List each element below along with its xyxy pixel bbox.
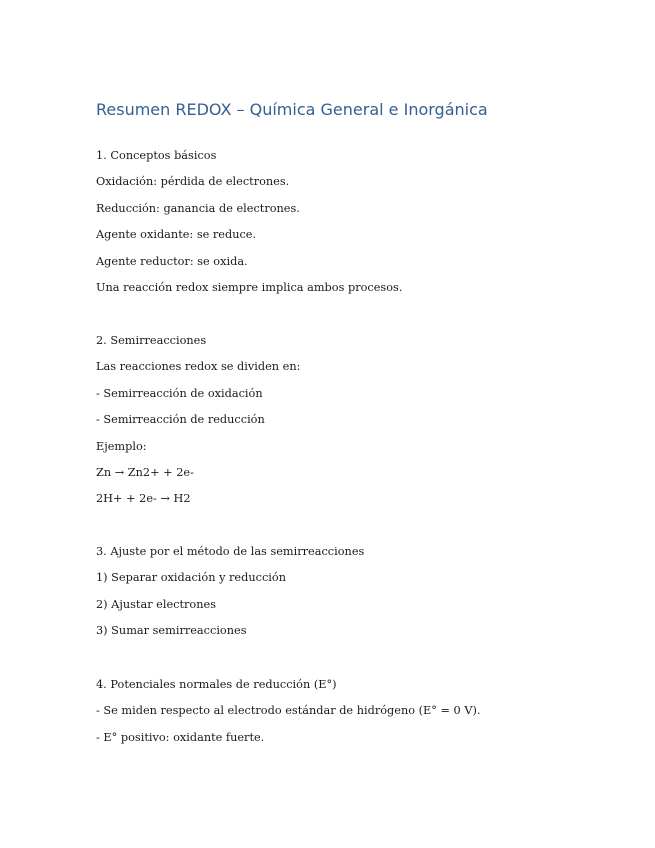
text-line: Una reacción redox siempre implica ambos procesos.	[96, 280, 403, 294]
text-line: 1) Separar oxidación y reducción	[96, 571, 286, 585]
text-line: - Semirreacción de reducción	[96, 413, 265, 427]
document-title: Resumen REDOX – Química General e Inorgánica	[96, 100, 488, 119]
section-potenciales-normales	[96, 672, 616, 751]
text-line: Reducción: ganancia de electrones.	[96, 201, 300, 215]
equation-line: 2H+ + 2e- → H2	[96, 492, 191, 506]
text-line: Agente reductor: se oxida.	[96, 254, 248, 268]
section-ajuste-semirreacciones	[96, 539, 616, 645]
section-heading: 2. Semirreacciones	[96, 334, 207, 347]
text-line: 2) Ajustar electrones	[96, 597, 216, 611]
section-heading: 4. Potenciales normales de reducción (E°)	[96, 678, 337, 691]
section-conceptos-basicos	[96, 143, 616, 301]
text-line: Oxidación: pérdida de electrones.	[96, 175, 290, 189]
text-line: Ejemplo:	[96, 439, 147, 453]
equation-line: Zn → Zn2+ + 2e-	[96, 465, 194, 479]
text-line: 3) Sumar semirreacciones	[96, 624, 247, 638]
section-heading: 1. Conceptos básicos	[96, 149, 217, 162]
section-heading: 3. Ajuste por el método de las semirreacciones	[96, 545, 365, 558]
section-semirreacciones	[96, 328, 616, 513]
text-line: - Semirreacción de oxidación	[96, 386, 263, 400]
text-line: Agente oxidante: se reduce.	[96, 228, 257, 242]
text-line: Las reacciones redox se dividen en:	[96, 360, 301, 374]
text-line: - E° positivo: oxidante fuerte.	[96, 730, 265, 744]
text-line: - Se miden respecto al electrodo estándar de hidrógeno (E° = 0 V).	[96, 704, 481, 718]
